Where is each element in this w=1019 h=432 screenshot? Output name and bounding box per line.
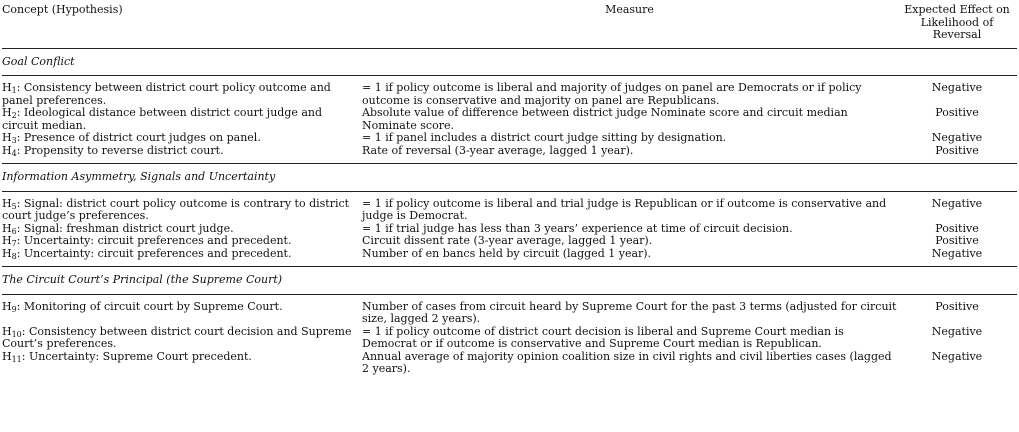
hypothesis-concept bbox=[2, 198, 360, 223]
expected-effect: Negative bbox=[931, 196, 983, 210]
hypothesis-letter: H bbox=[2, 234, 12, 247]
measure-text: = 1 if policy outcome of district court decision is liberal and Supreme Court median is Democrat or if outcome is conservative and Supreme Court median is Republican. bbox=[362, 324, 844, 350]
measure-column-header: Measure bbox=[360, 2, 897, 48]
hypothesis-concept bbox=[2, 107, 360, 132]
table-row bbox=[2, 301, 1017, 326]
measure-text: Number of cases from circuit heard by Supreme Court for the past 3 terms (adjusted for circuit size, lagged 2 years). bbox=[362, 299, 897, 325]
concept-text: : Presence of district court judges on panel. bbox=[16, 131, 261, 144]
hypothesis-letter: H bbox=[2, 324, 12, 338]
expected-effect: Negative bbox=[931, 131, 983, 144]
measure-text: Annual average of majority opinion coalition size in civil rights and civil liberties cases (lagged 2 years). bbox=[362, 349, 892, 375]
concept-text: : Monitoring of circuit court by Supreme Court. bbox=[16, 299, 283, 313]
section-header-row bbox=[2, 48, 1017, 76]
concept-text: : Signal: freshman district court judge. bbox=[16, 221, 234, 235]
measure-text: = 1 if policy outcome is liberal and trial judge is Republican or if outcome is conservative and judge is Democrat. bbox=[362, 196, 887, 222]
section-title: Information Asymmetry, Signals and Uncertainty bbox=[2, 164, 1017, 192]
measure-text: Rate of reversal (3-year average, lagged 1 year). bbox=[362, 143, 634, 157]
section-header-row bbox=[2, 267, 1017, 295]
expected-effect: Negative bbox=[931, 81, 983, 94]
expected-effect: Positive bbox=[935, 234, 979, 247]
table-row bbox=[2, 248, 1017, 261]
hypothesis-letter: H bbox=[2, 143, 12, 157]
hypothesis-number: 6 bbox=[11, 226, 17, 236]
hypothesis-letter: H bbox=[2, 299, 12, 313]
expected-effect: Negative bbox=[931, 349, 983, 363]
table-header-row bbox=[2, 2, 1017, 48]
measure-text: = 1 if panel includes a district court judge sitting by designation. bbox=[362, 131, 727, 144]
measure-text: Circuit dissent rate (3-year average, lagged 1 year). bbox=[362, 234, 653, 247]
concept-text: : Consistency between district court policy outcome and panel preferences. bbox=[2, 81, 331, 107]
measure-text: = 1 if trial judge has less than 3 years’ experience at time of circuit decision. bbox=[362, 221, 793, 235]
table-body bbox=[2, 48, 1017, 376]
concept-text: : Uncertainty: circuit preferences and precedent. bbox=[16, 234, 292, 247]
hypothesis-number: 8 bbox=[11, 251, 17, 261]
concept-text: : Ideological distance between district court judge and circuit median. bbox=[2, 106, 323, 132]
hypothesis-concept bbox=[2, 301, 360, 326]
hypothesis-number: 1 bbox=[11, 86, 17, 95]
expected-effect: Positive bbox=[935, 221, 979, 235]
expected-effect: Negative bbox=[931, 324, 983, 338]
table-row bbox=[2, 145, 1017, 158]
hypothesis-number: 2 bbox=[11, 111, 17, 120]
expected-effect: Positive bbox=[935, 299, 979, 313]
concept-text: : Signal: district court policy outcome is contrary to district court judge’s preferences. bbox=[2, 196, 350, 222]
measure-text: Absolute value of difference between district judge Nominate score and circuit median Nominate score. bbox=[362, 106, 848, 132]
hypothesis-letter: H bbox=[2, 196, 12, 210]
hypothesis-number: 11 bbox=[11, 354, 22, 364]
section-title: The Circuit Court’s Principal (the Supreme Court) bbox=[2, 267, 1017, 295]
hypothesis-concept bbox=[2, 82, 360, 107]
concept-text: : Uncertainty: circuit preferences and precedent. bbox=[16, 246, 292, 260]
hypothesis-concept bbox=[2, 248, 360, 261]
expected-effect: Negative bbox=[931, 246, 983, 260]
hypothesis-concept bbox=[2, 351, 360, 376]
expected-effect: Positive bbox=[935, 143, 979, 157]
table-row bbox=[2, 107, 1017, 132]
expected-effect: Positive bbox=[935, 106, 979, 119]
hypothesis-concept bbox=[2, 145, 360, 158]
effect-column-header bbox=[897, 2, 1017, 48]
measure-text: Number of en bancs held by circuit (lagged 1 year). bbox=[362, 246, 652, 260]
measure-text: = 1 if policy outcome is liberal and majority of judges on panel are Democrats or if policy outcome is conservative and majority on panel are Republicans. bbox=[362, 81, 862, 107]
hypothesis-letter: H bbox=[2, 221, 12, 235]
hypothesis-number: 5 bbox=[11, 201, 17, 211]
section-title: Goal Conflict bbox=[2, 48, 1017, 76]
concept-text: : Propensity to reverse district court. bbox=[16, 143, 224, 157]
hypothesis-letter: H bbox=[2, 106, 12, 119]
hypothesis-number: 4 bbox=[11, 148, 17, 158]
concept-text: : Uncertainty: Supreme Court precedent. bbox=[21, 349, 252, 363]
hypothesis-number: 3 bbox=[11, 136, 17, 145]
hypothesis-letter: H bbox=[2, 349, 12, 363]
hypothesis-number: 10 bbox=[11, 329, 22, 339]
table-row bbox=[2, 82, 1017, 107]
concept-text: : Consistency between district court decision and Supreme Court’s preferences. bbox=[2, 324, 352, 350]
table-row bbox=[2, 198, 1017, 223]
effect-header-line1: Expected Effect on bbox=[904, 3, 1010, 16]
table-row bbox=[2, 351, 1017, 376]
hypothesis-number: 7 bbox=[11, 239, 17, 248]
effect-header-line2: Likelihood of bbox=[920, 15, 994, 29]
hypothesis-letter: H bbox=[2, 246, 12, 260]
hypotheses-table bbox=[2, 2, 1017, 376]
concept-column-header: Concept (Hypothesis) bbox=[2, 2, 360, 48]
hypothesis-letter: H bbox=[2, 81, 12, 94]
hypothesis-letter: H bbox=[2, 131, 12, 144]
table-row bbox=[2, 326, 1017, 351]
effect-header-line3: Reversal bbox=[932, 28, 982, 41]
section-header-row bbox=[2, 164, 1017, 192]
hypothesis-number: 9 bbox=[11, 304, 17, 314]
hypothesis-concept bbox=[2, 326, 360, 351]
